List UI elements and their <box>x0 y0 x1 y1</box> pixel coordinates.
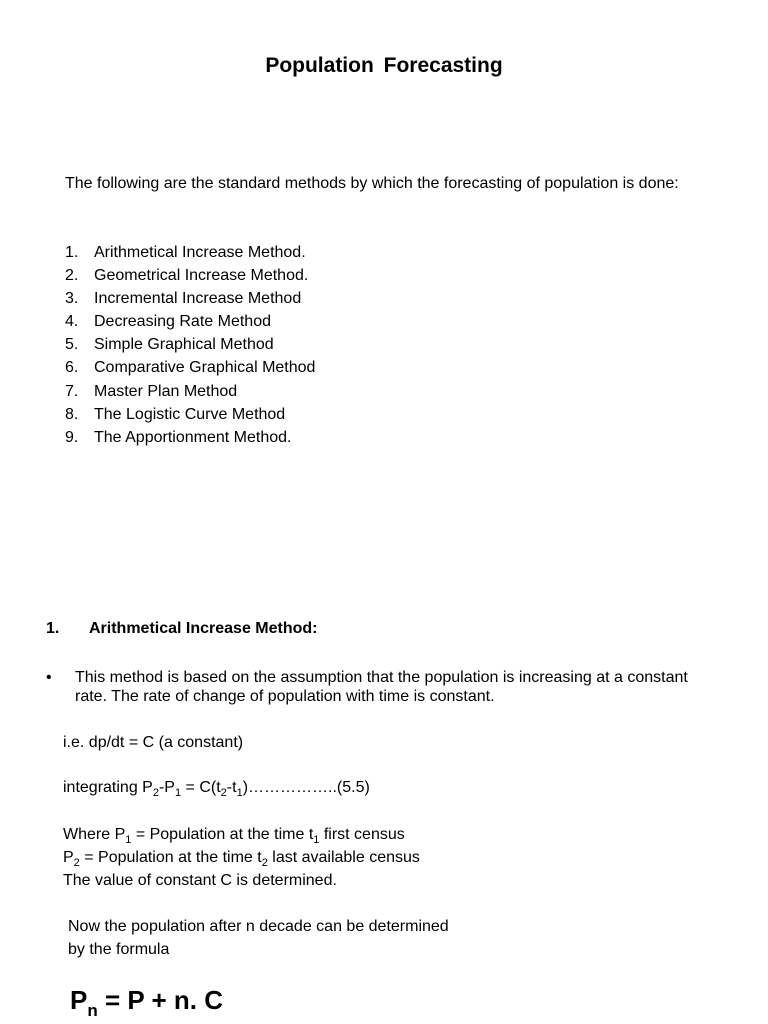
page-title: Population Forecasting <box>265 54 503 77</box>
list-label: Incremental Increase Method <box>94 290 302 308</box>
list-label: Arithmetical Increase Method. <box>94 244 306 261</box>
section-title: Arithmetical Increase Method: <box>89 620 318 637</box>
list-number: 5. <box>65 336 79 354</box>
intro-paragraph: The following are the standard methods by which the forecasting of population is done: <box>65 175 679 192</box>
list-number: 1. <box>65 244 79 261</box>
list-number: 2. <box>65 267 79 285</box>
list-label: Simple Graphical Method <box>94 336 274 354</box>
list-number: 4. <box>65 313 79 331</box>
list-item <box>65 287 315 310</box>
list-number: 9. <box>65 428 79 446</box>
list-item <box>65 310 315 333</box>
bullet-text: This method is based on the assumption that the population is increasing at a constant rate. The rate of change of population with time is constant. <box>75 669 688 705</box>
where-line-p2: $P_2$ = Population at the time $t_2$ last available census <box>63 849 420 869</box>
list-number: 6. <box>65 359 79 377</box>
methods-list <box>65 241 315 449</box>
constant-line: The value of constant C is determined. <box>63 872 337 889</box>
list-item <box>65 403 315 426</box>
list-number: 7. <box>65 382 79 400</box>
section-number: 1. <box>46 620 60 637</box>
now-line-2: by the formula <box>68 941 170 958</box>
list-item <box>65 426 315 449</box>
list-label: Master Plan Method <box>94 382 238 400</box>
list-item <box>65 356 315 379</box>
list-label: Comparative Graphical Method <box>94 359 316 377</box>
list-label: The Apportionment Method. <box>94 428 292 446</box>
now-line-1: Now the population after n decade can be determined <box>68 918 449 935</box>
list-number: 8. <box>65 405 79 423</box>
list-number: 3. <box>65 290 79 308</box>
section-heading <box>46 620 318 638</box>
list-item <box>65 241 315 264</box>
integrating-equation: integrating $P_2-P_1$ = $C(t_2-t_1)\dots\dots\dots\dots\dots..(5.5)$ <box>63 779 370 799</box>
ie-equation: i.e. dp/dt = C (a constant) <box>63 734 244 751</box>
bullet-icon: • <box>46 669 52 686</box>
list-label: Geometrical Increase Method. <box>94 267 309 285</box>
list-item <box>65 264 315 287</box>
formula: $P_n = P + n$. C <box>70 985 223 1020</box>
where-line-p1: Where $P_1$ = Population at the time $t_1$ first census <box>63 826 405 846</box>
list-label: Decreasing Rate Method <box>94 313 271 331</box>
list-label: The Logistic Curve Method <box>94 405 286 423</box>
list-item <box>65 380 315 403</box>
list-item <box>65 333 315 356</box>
